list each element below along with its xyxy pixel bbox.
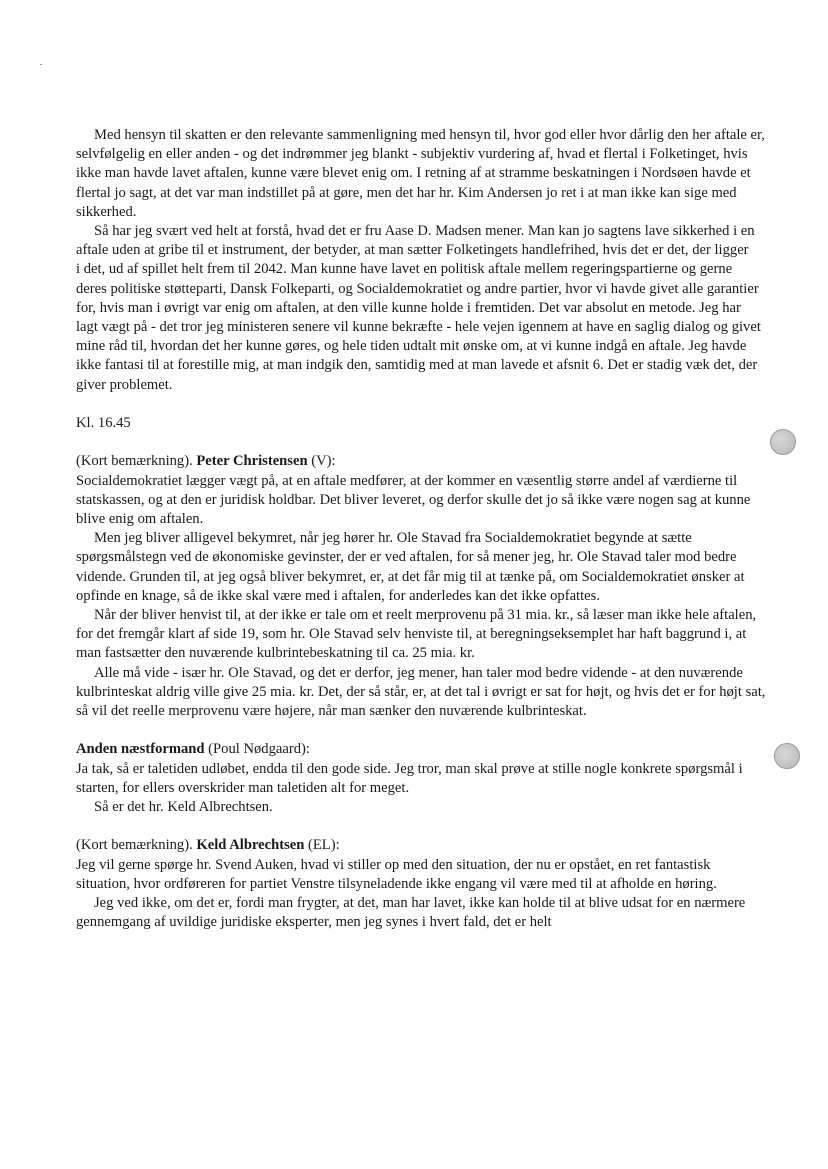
timestamp: Kl. 16.45: [76, 415, 131, 432]
speaker-party: (Poul Nødgaard):: [204, 741, 310, 758]
speaker-heading: [76, 836, 766, 855]
speaker-intro: (Kort bemærkning).: [76, 453, 197, 470]
paragraph: Jeg vil gerne spørge hr. Svend Auken, hvad vi stiller op med den situation, der nu er opstået, en ret fantastisk situation, hvor ordføreren for partiet Venstre tilsyneladende ikke engang vil være med til at afholde en høring.: [76, 856, 717, 892]
speaker-party: (EL):: [304, 837, 340, 854]
speaker-party: (V):: [307, 453, 336, 470]
paragraph: Så er det hr. Keld Albrechtsen.: [94, 799, 273, 816]
paragraph: Ja tak, så er taletiden udløbet, endda til den gode side. Jeg tror, man skal prøve at stille nogle konkrete spørgsmål i starten, for ellers overskrider man taletiden alt for meget.: [76, 760, 743, 796]
paragraph: Så har jeg svært ved helt at forstå, hvad det er fru Aase D. Madsen mener. Man kan jo sagtens lave sikkerhed i en aftale uden at gribe til et instrument, der betyder, at man sætter Folketingets handlefrihed, hvis det er det, der ligger: [76, 223, 755, 259]
paragraph: Alle må vide - især hr. Ole Stavad, og det er derfor, jeg mener, han taler mod bedre vidende - at den nuværende kulbrinteskat aldrig ville give 25 mia. kr. Det, der så står, er, at det tal i øvrigt er sat for højt, og hvis det er for højt sat, så vil det reelle merprovenu være højere, når man sænker den nuværende kulbrinteskat.: [76, 664, 766, 720]
speaker-name: Keld Albrechtsen: [196, 837, 305, 854]
speaker-name: Peter Christensen: [196, 453, 308, 470]
paragraph: Jeg ved ikke, om det er, fordi man frygter, at det, man har lavet, ikke kan holde til at blive udsat for en nærmere gennemgang af uvildige juridiske eksperter, men jeg synes i hvert fald, det er helt: [76, 895, 746, 931]
punch-hole: [774, 743, 800, 769]
punch-hole: [770, 429, 796, 455]
scan-speck: [40, 64, 42, 65]
speaker-intro: (Kort bemærkning).: [76, 837, 197, 854]
text-column: [76, 126, 766, 932]
speaker-heading: [76, 740, 766, 759]
paragraph: i det, ud af spillet helt frem til 2042. Man kunne have lavet en politisk aftale mellem regeringspartierne og gerne deres politiske støtteparti, Dansk Folkeparti, og Socialdemokratiet og andre partier, hvor vi havde givet alle garantier for, hvis man i øvrigt var enig om aftalen, at den ville kunne holde i fremtiden. Det var absolut en metode. Jeg har lagt vægt på - det tror jeg ministeren senere vil kunne bekræfte - hele vejen igennem at have en saglig dialog og givet mine råd til, hvordan det her kunne gøres, og hele tiden udtalt mit ønske om, at vi kunne indgå en aftale. Jeg havde ikke fantasi til at forestille mig, at man indgik den, samtidig med at man lavede et afsnit 6. Det er stadig væk det, der giver problemet.: [76, 261, 761, 393]
paragraph: Socialdemokratiet lægger vægt på, at en aftale medfører, at der kommer en væsentlig større andel af værdierne til statskassen, og at den er juridisk holdbar. Det bliver leveret, og derfor skulle det jo så ikke være nogen sag at kunne blive enig om aftalen.: [76, 472, 751, 528]
speaker-heading: [76, 452, 766, 471]
paragraph: Når der bliver henvist til, at der ikke er tale om et reelt merprovenu på 31 mia. kr., så læser man ikke hele aftalen, for det fremgår klart af side 19, som hr. Ole Stavad selv henviste til, at beregningseksemplet har haft baggrund i, at man fastsætter den nuværende kulbrintebeskatning til ca. 25 mia. kr.: [76, 607, 757, 662]
speaker-name: Anden næstformand: [76, 741, 205, 758]
paragraph: Men jeg bliver alligevel bekymret, når jeg hører hr. Ole Stavad fra Socialdemokratiet begynde at sætte spørgsmålstegn ved de økonomiske gevinster, der er ved aftalen, for så mener jeg, hr. Ole Stavad taler mod bedre vidende. Grunden til, at jeg også bliver bekymret, er, at det får mig til at tænke på, om Socialdemokratiet ønsker at opfinde en knage, så de ikke skal være med i aftalen, for anderledes kan det ikke opfattes.: [76, 530, 745, 604]
paragraph: Med hensyn til skatten er den relevante sammenligning med hensyn til, hvor god eller hvor dårlig den her aftale er, selvfølgelig en eller anden - og det indrømmer jeg blankt - subjektiv vurdering af, hvad et flertal i Folketinget, hvis ikke man havde lavet aftalen, kunne være blevet enig om. I retning af at stramme beskatningen i Nordsøen havde et flertal jo sagt, at det var man indstillet på at gøre, men det har hr. Kim Andersen jo ret i at man ikke kan sige med sikkerhed.: [76, 127, 765, 220]
